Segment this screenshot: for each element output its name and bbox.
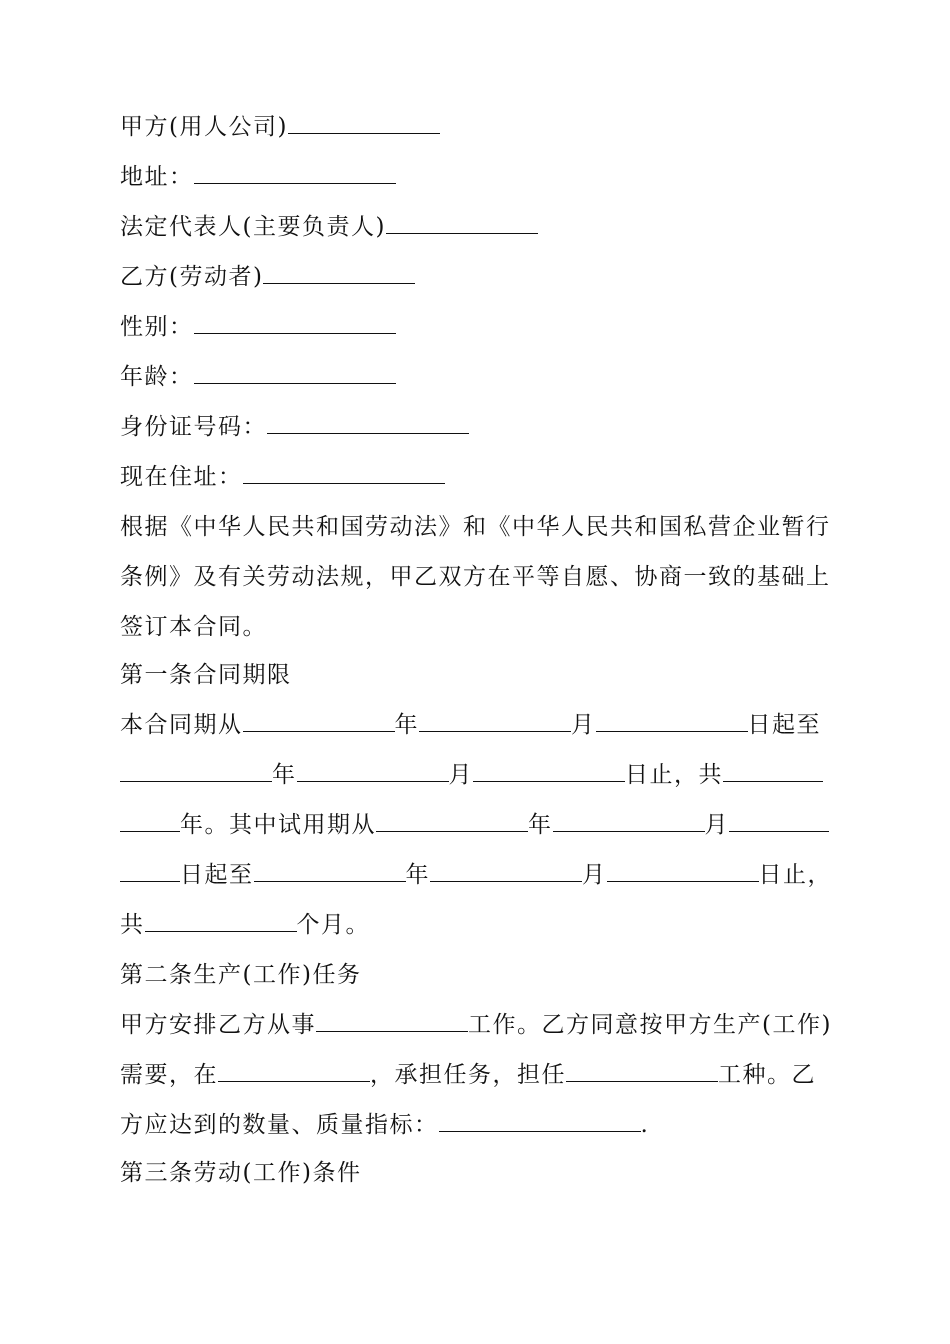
month-label: 月	[448, 762, 473, 788]
total-label: 共	[120, 912, 145, 938]
year-label: 年	[528, 812, 553, 838]
party-b-blank[interactable]	[263, 261, 415, 284]
start-month-blank[interactable]	[419, 709, 571, 732]
total-years-blank-a[interactable]	[723, 759, 823, 782]
day-until-label: 日止，	[758, 862, 832, 888]
work-agree-label: 工作。乙方同意按甲方生产(工作)	[468, 1012, 832, 1038]
party-a-row	[120, 111, 440, 143]
year-label: 年	[272, 762, 297, 788]
job-blank[interactable]	[316, 1009, 468, 1032]
article-1-line-2	[120, 759, 823, 791]
party-a-blank[interactable]	[288, 111, 440, 134]
id-number-blank[interactable]	[267, 411, 469, 434]
year-label: 年	[394, 712, 419, 738]
probation-months-blank[interactable]	[145, 909, 297, 932]
quota-label: 方应达到的数量、质量指标：	[120, 1112, 439, 1138]
month-label: 月	[704, 812, 729, 838]
legal-rep-row	[120, 211, 538, 243]
job-type-label: 工种。乙	[718, 1062, 816, 1088]
party-b-row	[120, 261, 415, 293]
year-label: 年	[405, 862, 430, 888]
probation-start-month-blank[interactable]	[553, 809, 705, 832]
article-1-line-1	[120, 709, 821, 741]
article-2-title: 第二条生产(工作)任务	[120, 962, 362, 988]
address-label: 地址：	[120, 164, 194, 190]
preamble-line-2: 条例》及有关劳动法规，甲乙双方在平等自愿、协商一致的基础上	[120, 564, 831, 590]
start-year-blank[interactable]	[243, 709, 395, 732]
location-blank[interactable]	[218, 1059, 370, 1082]
assume-task-label: ，承担任务，担任	[370, 1062, 566, 1088]
job-type-blank[interactable]	[566, 1059, 718, 1082]
article-2-line-2	[120, 1059, 816, 1091]
age-row	[120, 361, 396, 393]
probation-start-day-blank-a[interactable]	[729, 809, 829, 832]
age-label: 年龄：	[120, 364, 194, 390]
article-2-line-3	[120, 1109, 649, 1141]
total-years-blank-b[interactable]	[120, 809, 180, 832]
gender-row	[120, 311, 396, 343]
current-address-blank[interactable]	[243, 461, 445, 484]
article-3-title: 第三条劳动(工作)条件	[120, 1160, 362, 1186]
legal-rep-label: 法定代表人(主要负责人)	[120, 214, 386, 240]
gender-blank[interactable]	[194, 311, 396, 334]
day-from-label: 日起至	[180, 862, 254, 888]
article-1-line-5	[120, 909, 370, 941]
day-from-label: 日起至	[747, 712, 821, 738]
period-label: .	[640, 1112, 650, 1138]
article-1-line-4	[120, 859, 832, 891]
address-row	[120, 161, 396, 193]
id-number-label: 身份证号码：	[120, 414, 267, 440]
id-number-row	[120, 411, 469, 443]
day-until-label: 日止，共	[625, 762, 723, 788]
party-a-label: 甲方(用人公司)	[120, 114, 288, 140]
gender-label: 性别：	[120, 314, 194, 340]
assign-label: 甲方安排乙方从事	[120, 1012, 316, 1038]
quota-blank[interactable]	[439, 1109, 641, 1132]
months-label: 个月。	[296, 912, 370, 938]
article-2-line-1	[120, 1009, 832, 1041]
age-blank[interactable]	[194, 361, 396, 384]
address-blank[interactable]	[194, 161, 396, 184]
month-label: 月	[582, 862, 607, 888]
article-1-line-3	[120, 809, 829, 841]
month-label: 月	[571, 712, 596, 738]
term-from-label: 本合同期从	[120, 712, 243, 738]
preamble-line-1: 根据《中华人民共和国劳动法》和《中华人民共和国私营企业暂行	[120, 514, 831, 540]
end-year-blank[interactable]	[120, 759, 272, 782]
probation-end-month-blank[interactable]	[430, 859, 582, 882]
article-1-title: 第一条合同期限	[120, 662, 292, 688]
party-b-label: 乙方(劳动者)	[120, 264, 264, 290]
legal-rep-blank[interactable]	[386, 211, 538, 234]
end-month-blank[interactable]	[297, 759, 449, 782]
current-address-row	[120, 461, 445, 493]
probation-start-year-blank[interactable]	[376, 809, 528, 832]
need-at-label: 需要，在	[120, 1062, 218, 1088]
probation-end-day-blank[interactable]	[607, 859, 759, 882]
preamble-line-3: 签订本合同。	[120, 614, 267, 640]
start-day-blank[interactable]	[596, 709, 748, 732]
probation-end-year-blank[interactable]	[254, 859, 406, 882]
current-address-label: 现在住址：	[120, 464, 243, 490]
probation-start-day-blank-b[interactable]	[120, 859, 180, 882]
end-day-blank[interactable]	[473, 759, 625, 782]
probation-from-label: 年。其中试用期从	[180, 812, 376, 838]
